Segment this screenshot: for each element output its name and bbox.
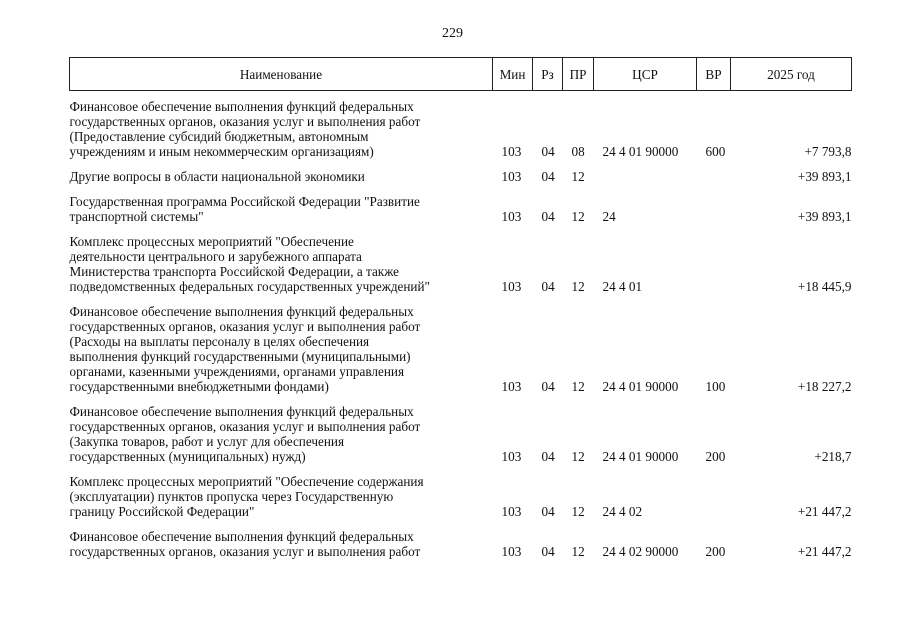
row-name-line: государственных органов, оказания услуг и выполнения работ [69, 419, 421, 434]
header-min: Мин [493, 58, 533, 91]
row-name [70, 519, 493, 559]
row-min: 103 [501, 279, 522, 294]
row-rz: 04 [541, 279, 555, 294]
row-name-line: Государственная программа Российской Федерации "Развитие [69, 194, 420, 209]
row-csr: 24 4 02 90000 [602, 544, 679, 559]
table-body [70, 91, 852, 560]
row-rz: 04 [541, 379, 555, 394]
row-name [70, 394, 493, 464]
row-vr [697, 464, 731, 519]
table-row [70, 394, 852, 464]
row-name-line: органами, казенными учреждениями, органами управления [69, 364, 405, 379]
header-name: Наименование [70, 58, 493, 91]
row-name-line: Министерства транспорта Российской Федерации, а также [69, 264, 399, 279]
row-min: 103 [501, 144, 522, 159]
row-vr [697, 224, 731, 294]
row-name-line: Финансовое обеспечение выполнения функций федеральных [69, 404, 414, 419]
page-number: 229 [442, 26, 463, 41]
row-pr: 12 [571, 379, 585, 394]
row-amount: +218,7 [814, 449, 852, 464]
budget-table [69, 57, 852, 559]
table-row [70, 294, 852, 394]
row-name [70, 159, 493, 184]
header-vr: ВР [697, 58, 731, 91]
header-rz: Рз [533, 58, 563, 91]
row-name [70, 184, 493, 224]
row-csr [594, 159, 697, 184]
row-name-line: государственных органов, оказания услуг и выполнения работ [69, 114, 421, 129]
row-name-line: Комплекс процессных мероприятий "Обеспечение содержания [69, 474, 424, 489]
row-amount: +39 893,1 [797, 209, 852, 224]
table-row [70, 224, 852, 294]
row-name [70, 99, 493, 159]
row-name-line: транспортной системы" [69, 209, 204, 224]
row-amount: +39 893,1 [797, 169, 852, 184]
header-spacer [70, 91, 852, 100]
row-pr: 08 [571, 144, 585, 159]
row-csr: 24 4 01 90000 [602, 379, 679, 394]
row-name [70, 224, 493, 294]
row-pr: 12 [571, 279, 585, 294]
row-min: 103 [501, 544, 522, 559]
row-amount: +7 793,8 [804, 144, 852, 159]
row-rz: 04 [541, 504, 555, 519]
row-min: 103 [501, 504, 522, 519]
table-row [70, 99, 852, 159]
row-name-line: Комплекс процессных мероприятий "Обеспечение [69, 234, 354, 249]
header-pr: ПР [563, 58, 594, 91]
row-rz: 04 [541, 209, 555, 224]
row-vr [697, 159, 731, 184]
row-pr: 12 [571, 544, 585, 559]
table-header [70, 58, 852, 91]
row-vr: 600 [705, 144, 726, 159]
row-name-line: (Закупка товаров, работ и услуг для обеспечения [69, 434, 345, 449]
table-row [70, 464, 852, 519]
row-csr: 24 4 01 90000 [602, 449, 679, 464]
row-name-line: (Предоставление субсидий бюджетным, автономным [69, 129, 369, 144]
row-pr: 12 [571, 449, 585, 464]
row-name-line: деятельности центрального и зарубежного аппарата [69, 249, 362, 264]
row-name-line: Финансовое обеспечение выполнения функций федеральных [69, 529, 414, 544]
row-vr: 100 [705, 379, 726, 394]
row-name [70, 464, 493, 519]
row-vr [697, 184, 731, 224]
row-vr: 200 [705, 449, 726, 464]
row-pr: 12 [571, 209, 585, 224]
row-name-line: государственных (муниципальных) нужд) [69, 449, 306, 464]
header-csr: ЦСР [594, 58, 697, 91]
row-pr: 12 [571, 504, 585, 519]
row-csr: 24 4 01 [602, 279, 643, 294]
row-name-line: Финансовое обеспечение выполнения функций федеральных [69, 99, 414, 114]
row-name-line: (Расходы на выплаты персоналу в целях обеспечения [69, 334, 370, 349]
row-name-line: государственных органов, оказания услуг и выполнения работ [69, 319, 421, 334]
row-rz: 04 [541, 169, 555, 184]
row-name [70, 294, 493, 394]
table-row [70, 184, 852, 224]
row-amount: +18 227,2 [797, 379, 852, 394]
row-vr: 200 [705, 544, 726, 559]
table-row [70, 159, 852, 184]
row-name-line: границу Российской Федерации" [69, 504, 255, 519]
row-name-line: выполнения функций государственными (муниципальными) [69, 349, 411, 364]
row-pr: 12 [571, 169, 585, 184]
row-rz: 04 [541, 544, 555, 559]
row-csr: 24 4 01 90000 [602, 144, 679, 159]
row-rz: 04 [541, 449, 555, 464]
row-amount: +21 447,2 [797, 544, 852, 559]
table-row [70, 519, 852, 559]
row-rz: 04 [541, 144, 555, 159]
row-name-line: подведомственных федеральных государственных учреждений" [69, 279, 430, 294]
row-amount: +21 447,2 [797, 504, 852, 519]
row-name-line: (эксплуатации) пунктов пропуска через Государственную [69, 489, 394, 504]
row-name-line: учреждениям и иным некоммерческим организациям) [69, 144, 374, 159]
row-amount: +18 445,9 [797, 279, 852, 294]
row-name-line: Другие вопросы в области национальной экономики [69, 169, 365, 184]
row-min: 103 [501, 379, 522, 394]
row-min: 103 [501, 169, 522, 184]
row-name-line: Финансовое обеспечение выполнения функций федеральных [69, 304, 414, 319]
row-name-line: государственными внебюджетными фондами) [69, 379, 329, 394]
row-csr: 24 [602, 209, 616, 224]
row-csr: 24 4 02 [602, 504, 643, 519]
header-year: 2025 год [731, 58, 852, 91]
row-min: 103 [501, 209, 522, 224]
row-min: 103 [501, 449, 522, 464]
row-name-line: государственных органов, оказания услуг и выполнения работ [69, 544, 421, 559]
